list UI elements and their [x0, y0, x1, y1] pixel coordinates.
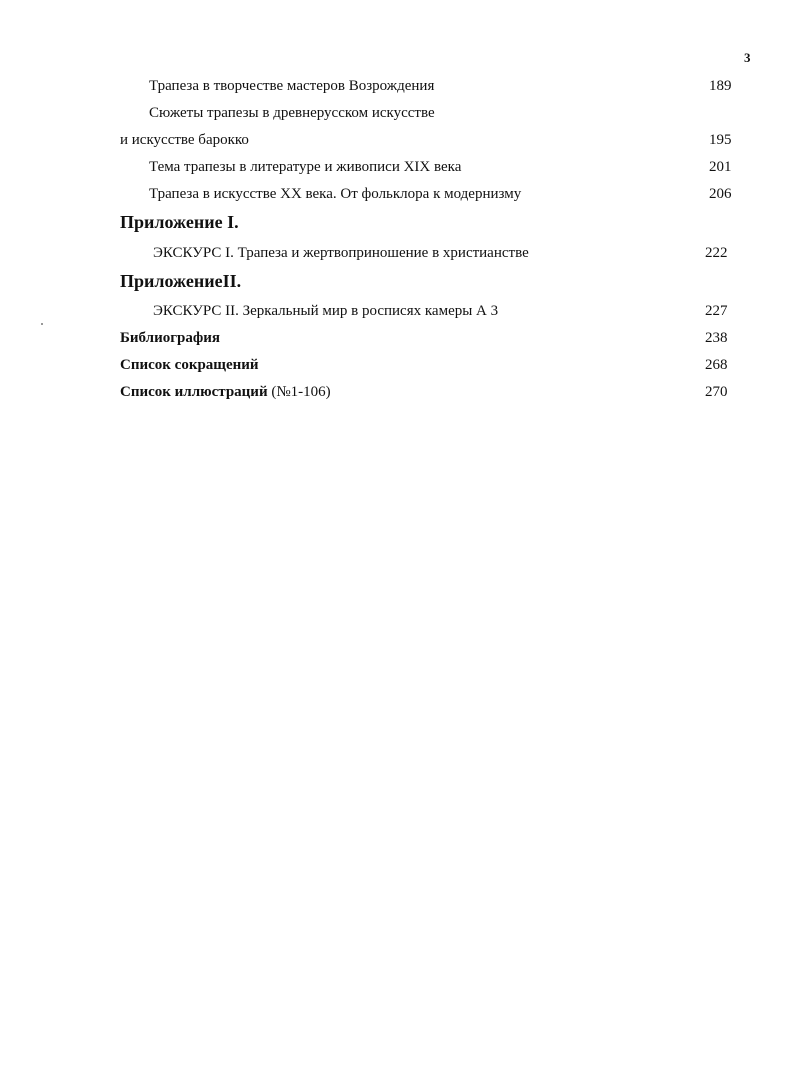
appendix-heading: ПриложениеII.	[120, 271, 242, 291]
toc-entry-title: Трапеза в творчестве мастеров Возрождения	[149, 78, 435, 94]
toc-entry-title: Сюжеты трапезы в древнерусском искусстве	[149, 105, 435, 121]
toc-entry-title-continuation: и искусстве барокко	[120, 132, 249, 148]
toc-entry-page: 268	[705, 357, 728, 373]
toc-entry-page: 227	[705, 303, 728, 319]
scan-artifact	[41, 323, 43, 325]
toc-entry-page: 206	[709, 186, 732, 202]
toc-entry-title: ЭКСКУРС II. Зеркальный мир в росписях камеры А 3	[153, 303, 499, 319]
toc-entry-title-rest: (№1-106)	[267, 384, 331, 400]
appendix-heading: Приложение I.	[120, 212, 239, 232]
toc-entry-title: Библиография	[120, 330, 221, 346]
toc-entry-title: Список сокращений	[120, 357, 259, 373]
toc-entry-page: 189	[709, 78, 732, 94]
toc-entry-page: 222	[705, 245, 728, 261]
toc-entry-page: 201	[709, 159, 732, 175]
toc-entry-title: Тема трапезы в литературе и живописи XIX века	[149, 159, 462, 175]
toc-entry-title-bold: Список иллюстраций	[120, 384, 268, 400]
toc-entry-title: ЭКСКУРС I. Трапеза и жертвоприношение в христианстве	[153, 245, 529, 261]
toc-entry-page: 195	[709, 132, 732, 148]
toc-entry-page: 270	[705, 384, 728, 400]
toc-entry-title: Трапеза в искусстве XX века. От фольклора к модернизму	[149, 186, 522, 202]
page-number: 3	[744, 50, 751, 65]
toc-entry-page: 238	[705, 330, 728, 346]
toc-entry-title	[120, 383, 331, 401]
